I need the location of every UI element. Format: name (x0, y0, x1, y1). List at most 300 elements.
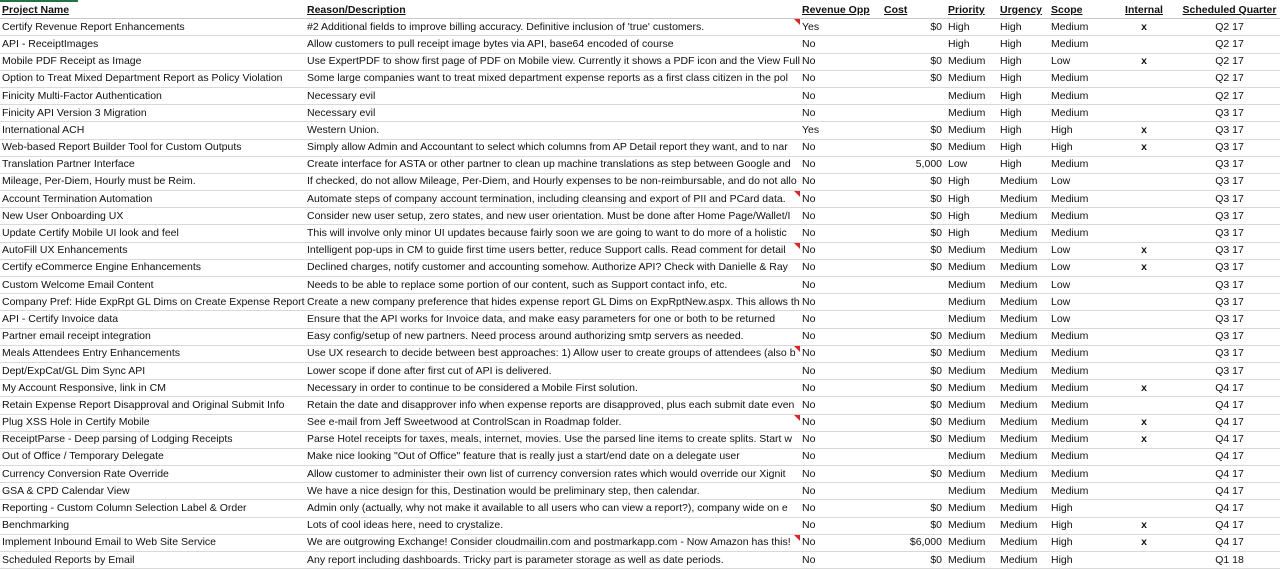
cell-scope[interactable]: Medium (1049, 328, 1109, 345)
header-priority[interactable]: Priority (946, 2, 998, 19)
cell-scheduled-quarter[interactable]: Q3 17 (1179, 156, 1280, 173)
cell-scope[interactable]: Medium (1049, 397, 1109, 414)
cell-priority[interactable]: Medium (946, 483, 998, 500)
cell-revenue-opp[interactable]: No (800, 173, 882, 190)
cell-revenue-opp[interactable]: No (800, 277, 882, 294)
cell-scope[interactable]: High (1049, 122, 1109, 139)
cell-project-name[interactable]: Web-based Report Builder Tool for Custom Outputs (0, 139, 305, 156)
cell-revenue-opp[interactable]: No (800, 36, 882, 53)
cell-scope[interactable]: Medium (1049, 105, 1109, 122)
cell-priority[interactable]: Medium (946, 139, 998, 156)
cell-reason[interactable]: Create a new company preference that hides expense report GL Dims on ExpRptNew.aspx. This allows th (305, 294, 800, 311)
cell-project-name[interactable]: API - Certify Invoice data (0, 311, 305, 328)
cell-revenue-opp[interactable]: No (800, 380, 882, 397)
cell-urgency[interactable]: Medium (998, 448, 1049, 465)
cell-urgency[interactable]: High (998, 53, 1049, 70)
cell-urgency[interactable]: Medium (998, 345, 1049, 362)
cell-reason[interactable]: Necessary in order to continue to be considered a Mobile First solution. (305, 380, 800, 397)
cell-scheduled-quarter[interactable]: Q3 17 (1179, 105, 1280, 122)
cell-cost[interactable] (882, 105, 946, 122)
cell-cost[interactable]: $0 (882, 19, 946, 36)
cell-project-name[interactable]: Account Termination Automation (0, 191, 305, 208)
cell-internal[interactable] (1109, 362, 1179, 379)
cell-scheduled-quarter[interactable]: Q3 17 (1179, 328, 1280, 345)
cell-revenue-opp[interactable]: No (800, 208, 882, 225)
cell-internal[interactable] (1109, 173, 1179, 190)
cell-scope[interactable]: Low (1049, 311, 1109, 328)
table-row (0, 156, 1280, 173)
cell-priority[interactable]: Medium (946, 311, 998, 328)
cell-scope[interactable]: Medium (1049, 19, 1109, 36)
cell-revenue-opp[interactable]: No (800, 552, 882, 569)
cell-reason[interactable]: We are outgrowing Exchange! Consider cloudmailin.com and postmarkapp.com - Now Amazon has this! (305, 534, 800, 551)
cell-priority[interactable]: Medium (946, 362, 998, 379)
cell-revenue-opp[interactable]: No (800, 517, 882, 534)
cell-scope[interactable]: Medium (1049, 431, 1109, 448)
cell-reason[interactable]: Easy config/setup of new partners. Need process around authorizing smtp servers as needed. (305, 328, 800, 345)
cell-internal[interactable] (1109, 105, 1179, 122)
cell-priority[interactable]: Medium (946, 105, 998, 122)
cell-project-name[interactable]: Benchmarking (0, 517, 305, 534)
cell-revenue-opp[interactable]: No (800, 87, 882, 104)
cell-cost[interactable] (882, 448, 946, 465)
cell-reason[interactable]: Needs to be able to replace some portion of our content, such as Support contact info, etc. (305, 277, 800, 294)
cell-revenue-opp[interactable]: No (800, 466, 882, 483)
cell-internal[interactable] (1109, 36, 1179, 53)
cell-scheduled-quarter[interactable]: Q4 17 (1179, 380, 1280, 397)
cell-scope[interactable]: Medium (1049, 36, 1109, 53)
cell-revenue-opp[interactable]: No (800, 191, 882, 208)
cell-internal[interactable] (1109, 225, 1179, 242)
cell-reason[interactable]: Declined charges, notify customer and accounting somehow. Authorize API? Check with Danielle & Ray (305, 259, 800, 276)
cell-internal[interactable] (1109, 191, 1179, 208)
cell-scope[interactable]: High (1049, 534, 1109, 551)
cell-urgency[interactable]: Medium (998, 380, 1049, 397)
cell-scheduled-quarter[interactable]: Q4 17 (1179, 466, 1280, 483)
cell-reason[interactable]: Allow customer to administer their own list of currency conversion rates which would override our Xignit (305, 466, 800, 483)
cell-project-name[interactable]: Update Certify Mobile UI look and feel (0, 225, 305, 242)
cell-priority[interactable]: Medium (946, 53, 998, 70)
cell-scheduled-quarter[interactable]: Q3 17 (1179, 173, 1280, 190)
cell-urgency[interactable]: Medium (998, 466, 1049, 483)
cell-priority[interactable]: Medium (946, 277, 998, 294)
cell-project-name[interactable]: Out of Office / Temporary Delegate (0, 448, 305, 465)
cell-scope[interactable]: High (1049, 517, 1109, 534)
cell-cost[interactable]: $0 (882, 242, 946, 259)
cell-project-name[interactable]: Finicity API Version 3 Migration (0, 105, 305, 122)
cell-reason[interactable]: Necessary evil (305, 87, 800, 104)
cell-internal[interactable] (1109, 397, 1179, 414)
cell-cost[interactable] (882, 277, 946, 294)
cell-internal[interactable] (1109, 345, 1179, 362)
cell-scope[interactable]: Medium (1049, 87, 1109, 104)
cell-internal[interactable] (1109, 483, 1179, 500)
cell-urgency[interactable]: Medium (998, 414, 1049, 431)
cell-revenue-opp[interactable]: No (800, 483, 882, 500)
cell-scheduled-quarter[interactable]: Q4 17 (1179, 500, 1280, 517)
cell-project-name[interactable]: AutoFill UX Enhancements (0, 242, 305, 259)
cell-project-name[interactable]: International ACH (0, 122, 305, 139)
cell-project-name[interactable]: Company Pref: Hide ExpRpt GL Dims on Create Expense Report (0, 294, 305, 311)
cell-revenue-opp[interactable]: No (800, 362, 882, 379)
cell-scheduled-quarter[interactable]: Q4 17 (1179, 397, 1280, 414)
cell-cost[interactable]: $0 (882, 466, 946, 483)
cell-cost[interactable] (882, 36, 946, 53)
cell-scheduled-quarter[interactable]: Q3 17 (1179, 122, 1280, 139)
cell-revenue-opp[interactable]: Yes (800, 122, 882, 139)
cell-priority[interactable]: High (946, 208, 998, 225)
cell-internal[interactable]: x (1109, 414, 1179, 431)
cell-project-name[interactable]: My Account Responsive, link in CM (0, 380, 305, 397)
cell-project-name[interactable]: Mileage, Per-Diem, Hourly must be Reim. (0, 173, 305, 190)
cell-urgency[interactable]: Medium (998, 500, 1049, 517)
cell-cost[interactable]: $6,000 (882, 534, 946, 551)
cell-priority[interactable]: Medium (946, 87, 998, 104)
cell-urgency[interactable]: Medium (998, 397, 1049, 414)
cell-scope[interactable]: Low (1049, 294, 1109, 311)
cell-scheduled-quarter[interactable]: Q2 17 (1179, 70, 1280, 87)
cell-project-name[interactable]: New User Onboarding UX (0, 208, 305, 225)
cell-cost[interactable] (882, 87, 946, 104)
cell-revenue-opp[interactable]: Yes (800, 19, 882, 36)
cell-scope[interactable]: Medium (1049, 208, 1109, 225)
cell-urgency[interactable]: High (998, 36, 1049, 53)
cell-reason[interactable]: Allow customers to pull receipt image bytes via API, base64 encoded of course (305, 36, 800, 53)
cell-scope[interactable]: Medium (1049, 225, 1109, 242)
cell-cost[interactable]: $0 (882, 414, 946, 431)
cell-reason[interactable]: Lots of cool ideas here, need to crystalize. (305, 517, 800, 534)
cell-urgency[interactable]: High (998, 156, 1049, 173)
cell-revenue-opp[interactable]: No (800, 500, 882, 517)
cell-scheduled-quarter[interactable]: Q4 17 (1179, 431, 1280, 448)
cell-urgency[interactable]: Medium (998, 431, 1049, 448)
cell-cost[interactable]: 5,000 (882, 156, 946, 173)
cell-urgency[interactable]: Medium (998, 552, 1049, 569)
cell-urgency[interactable]: Medium (998, 517, 1049, 534)
cell-internal[interactable]: x (1109, 53, 1179, 70)
cell-priority[interactable]: Medium (946, 500, 998, 517)
cell-priority[interactable]: Medium (946, 328, 998, 345)
cell-scheduled-quarter[interactable]: Q3 17 (1179, 259, 1280, 276)
cell-scope[interactable]: Medium (1049, 380, 1109, 397)
cell-internal[interactable] (1109, 466, 1179, 483)
cell-priority[interactable]: Medium (946, 259, 998, 276)
cell-revenue-opp[interactable]: No (800, 105, 882, 122)
cell-internal[interactable] (1109, 87, 1179, 104)
cell-reason[interactable]: Parse Hotel receipts for taxes, meals, internet, movies. Use the parsed line items to create splits. Start w (305, 431, 800, 448)
cell-project-name[interactable]: Custom Welcome Email Content (0, 277, 305, 294)
cell-urgency[interactable]: Medium (998, 362, 1049, 379)
cell-scheduled-quarter[interactable]: Q3 17 (1179, 294, 1280, 311)
cell-cost[interactable]: $0 (882, 53, 946, 70)
cell-reason[interactable]: See e-mail from Jeff Sweetwood at ControlScan in Roadmap folder. (305, 414, 800, 431)
cell-scope[interactable]: Low (1049, 53, 1109, 70)
cell-reason[interactable]: Ensure that the API works for Invoice data, and make easy parameters for one or both to be returned (305, 311, 800, 328)
cell-internal[interactable]: x (1109, 380, 1179, 397)
cell-priority[interactable]: Medium (946, 345, 998, 362)
cell-reason[interactable]: Necessary evil (305, 105, 800, 122)
cell-cost[interactable]: $0 (882, 431, 946, 448)
cell-scheduled-quarter[interactable]: Q3 17 (1179, 362, 1280, 379)
cell-priority[interactable]: Medium (946, 552, 998, 569)
cell-reason[interactable]: Make nice looking "Out of Office" feature that is really just a start/end date on a delegate user (305, 448, 800, 465)
cell-project-name[interactable]: Translation Partner Interface (0, 156, 305, 173)
cell-scope[interactable]: Low (1049, 242, 1109, 259)
cell-revenue-opp[interactable]: No (800, 139, 882, 156)
cell-priority[interactable]: Medium (946, 517, 998, 534)
header-internal[interactable]: Internal (1109, 2, 1179, 19)
cell-urgency[interactable]: Medium (998, 277, 1049, 294)
cell-reason[interactable]: Admin only (actually, why not make it available to all users who can view a report?), company wide on e (305, 500, 800, 517)
cell-urgency[interactable]: Medium (998, 191, 1049, 208)
cell-scheduled-quarter[interactable]: Q3 17 (1179, 208, 1280, 225)
cell-scheduled-quarter[interactable]: Q4 17 (1179, 448, 1280, 465)
table-row (0, 431, 1280, 448)
cell-cost[interactable]: $0 (882, 225, 946, 242)
cell-reason[interactable]: Use ExpertPDF to show first page of PDF on Mobile view. Currently it shows a PDF icon and the View Full (305, 53, 800, 70)
cell-cost[interactable] (882, 311, 946, 328)
cell-scope[interactable]: Medium (1049, 414, 1109, 431)
cell-cost[interactable]: $0 (882, 191, 946, 208)
cell-reason[interactable]: Automate steps of company account termination, including cleansing and export of PII and PCard data. (305, 191, 800, 208)
cell-scope[interactable]: Medium (1049, 362, 1109, 379)
cell-reason[interactable]: Use UX research to decide between best approaches: 1) Allow user to create groups of attendees (also b (305, 345, 800, 362)
cell-urgency[interactable]: Medium (998, 225, 1049, 242)
cell-scheduled-quarter[interactable]: Q2 17 (1179, 36, 1280, 53)
cell-scheduled-quarter[interactable]: Q2 17 (1179, 53, 1280, 70)
cell-priority[interactable]: High (946, 191, 998, 208)
cell-scope[interactable]: Medium (1049, 483, 1109, 500)
cell-reason[interactable]: Western Union. (305, 122, 800, 139)
cell-internal[interactable] (1109, 208, 1179, 225)
cell-revenue-opp[interactable]: No (800, 534, 882, 551)
cell-reason[interactable]: Intelligent pop-ups in CM to guide first time users better, reduce Support calls. Read comment for detail (305, 242, 800, 259)
cell-internal[interactable] (1109, 311, 1179, 328)
cell-internal[interactable]: x (1109, 534, 1179, 551)
cell-priority[interactable]: Medium (946, 242, 998, 259)
cell-internal[interactable] (1109, 70, 1179, 87)
cell-scope[interactable]: Medium (1049, 70, 1109, 87)
cell-scope[interactable]: Medium (1049, 345, 1109, 362)
cell-project-name[interactable]: ReceiptParse - Deep parsing of Lodging Receipts (0, 431, 305, 448)
cell-urgency[interactable]: High (998, 105, 1049, 122)
cell-priority[interactable]: Medium (946, 380, 998, 397)
cell-internal[interactable]: x (1109, 259, 1179, 276)
cell-scope[interactable]: Low (1049, 259, 1109, 276)
cell-internal[interactable]: x (1109, 139, 1179, 156)
cell-internal[interactable] (1109, 500, 1179, 517)
cell-scheduled-quarter[interactable]: Q4 17 (1179, 534, 1280, 551)
cell-revenue-opp[interactable]: No (800, 311, 882, 328)
cell-scope[interactable]: Medium (1049, 466, 1109, 483)
cell-project-name[interactable]: GSA & CPD Calendar View (0, 483, 305, 500)
cell-cost[interactable]: $0 (882, 208, 946, 225)
cell-internal[interactable]: x (1109, 517, 1179, 534)
cell-scheduled-quarter[interactable]: Q3 17 (1179, 277, 1280, 294)
cell-scope[interactable]: Medium (1049, 191, 1109, 208)
cell-priority[interactable]: Medium (946, 397, 998, 414)
cell-project-name[interactable]: Certify Revenue Report Enhancements (0, 19, 305, 36)
cell-project-name[interactable]: Partner email receipt integration (0, 328, 305, 345)
cell-revenue-opp[interactable]: No (800, 294, 882, 311)
cell-scheduled-quarter[interactable]: Q4 17 (1179, 483, 1280, 500)
cell-cost[interactable]: $0 (882, 173, 946, 190)
cell-internal[interactable] (1109, 328, 1179, 345)
cell-scope[interactable]: Low (1049, 277, 1109, 294)
cell-revenue-opp[interactable]: No (800, 431, 882, 448)
cell-urgency[interactable]: Medium (998, 483, 1049, 500)
cell-priority[interactable]: Medium (946, 414, 998, 431)
cell-urgency[interactable]: Medium (998, 259, 1049, 276)
cell-project-name[interactable]: Scheduled Reports by Email (0, 552, 305, 569)
cell-project-name[interactable]: Currency Conversion Rate Override (0, 466, 305, 483)
cell-scheduled-quarter[interactable]: Q3 17 (1179, 191, 1280, 208)
header-cost[interactable]: Cost (882, 2, 946, 19)
header-reason[interactable]: Reason/Description (305, 2, 800, 19)
cell-scope[interactable]: High (1049, 552, 1109, 569)
cell-scope[interactable]: Low (1049, 173, 1109, 190)
cell-scheduled-quarter[interactable]: Q3 17 (1179, 311, 1280, 328)
cell-internal[interactable] (1109, 294, 1179, 311)
cell-project-name[interactable]: Plug XSS Hole in Certify Mobile (0, 414, 305, 431)
spreadsheet-grid[interactable] (0, 2, 1280, 569)
cell-project-name[interactable]: Meals Attendees Entry Enhancements (0, 345, 305, 362)
cell-priority[interactable]: Medium (946, 70, 998, 87)
cell-priority[interactable]: Medium (946, 294, 998, 311)
cell-project-name[interactable]: API - ReceiptImages (0, 36, 305, 53)
cell-scheduled-quarter[interactable]: Q3 17 (1179, 225, 1280, 242)
cell-priority[interactable]: Low (946, 156, 998, 173)
cell-cost[interactable]: $0 (882, 397, 946, 414)
cell-project-name[interactable]: Mobile PDF Receipt as Image (0, 53, 305, 70)
cell-revenue-opp[interactable]: No (800, 225, 882, 242)
cell-project-name[interactable]: Certify eCommerce Engine Enhancements (0, 259, 305, 276)
cell-project-name[interactable]: Reporting - Custom Column Selection Label & Order (0, 500, 305, 517)
cell-urgency[interactable]: High (998, 70, 1049, 87)
cell-urgency[interactable]: High (998, 87, 1049, 104)
cell-reason[interactable]: Simply allow Admin and Accountant to select which columns from AP Detail report they want, and to nar (305, 139, 800, 156)
header-revenue-opp[interactable]: Revenue Opp (800, 2, 882, 19)
cell-scope[interactable]: High (1049, 139, 1109, 156)
cell-scope[interactable]: High (1049, 500, 1109, 517)
cell-reason[interactable]: Any report including dashboards. Tricky part is parameter storage as well as date periods. (305, 552, 800, 569)
cell-priority[interactable]: High (946, 19, 998, 36)
cell-internal[interactable] (1109, 277, 1179, 294)
cell-reason[interactable]: Consider new user setup, zero states, and new user orientation. Must be done after Home Page/Wallet/I (305, 208, 800, 225)
cell-reason[interactable]: Some large companies want to treat mixed department expense reports as a first class citizen in the pol (305, 70, 800, 87)
cell-cost[interactable]: $0 (882, 362, 946, 379)
cell-cost[interactable]: $0 (882, 70, 946, 87)
header-scope[interactable]: Scope (1049, 2, 1109, 19)
cell-cost[interactable]: $0 (882, 345, 946, 362)
cell-internal[interactable] (1109, 448, 1179, 465)
cell-internal[interactable]: x (1109, 122, 1179, 139)
header-urgency[interactable]: Urgency (998, 2, 1049, 19)
cell-reason[interactable]: We have a nice design for this, Destination would be preliminary step, then calendar. (305, 483, 800, 500)
cell-internal[interactable]: x (1109, 431, 1179, 448)
cell-reason[interactable]: If checked, do not allow Mileage, Per-Diem, and Hourly expenses to be non-reimbursable, and do not allo (305, 173, 800, 190)
cell-priority[interactable]: High (946, 173, 998, 190)
cell-cost[interactable]: $0 (882, 259, 946, 276)
cell-cost[interactable]: $0 (882, 139, 946, 156)
cell-project-name[interactable]: Retain Expense Report Disapproval and Original Submit Info (0, 397, 305, 414)
cell-urgency[interactable]: High (998, 139, 1049, 156)
cell-priority[interactable]: High (946, 36, 998, 53)
cell-revenue-opp[interactable]: No (800, 328, 882, 345)
cell-urgency[interactable]: High (998, 19, 1049, 36)
cell-urgency[interactable]: Medium (998, 311, 1049, 328)
cell-scheduled-quarter[interactable]: Q3 17 (1179, 139, 1280, 156)
cell-revenue-opp[interactable]: No (800, 448, 882, 465)
cell-priority[interactable]: Medium (946, 534, 998, 551)
cell-revenue-opp[interactable]: No (800, 53, 882, 70)
cell-internal[interactable]: x (1109, 242, 1179, 259)
header-scheduled-quarter[interactable]: Scheduled Quarter (1179, 2, 1280, 19)
cell-internal[interactable] (1109, 552, 1179, 569)
cell-revenue-opp[interactable]: No (800, 345, 882, 362)
cell-urgency[interactable]: Medium (998, 173, 1049, 190)
cell-cost[interactable]: $0 (882, 380, 946, 397)
cell-reason[interactable]: Lower scope if done after first cut of API is delivered. (305, 362, 800, 379)
cell-reason[interactable]: This will involve only minor UI updates because fairly soon we are going to want to do more of a holistic (305, 225, 800, 242)
cell-cost[interactable] (882, 294, 946, 311)
cell-scheduled-quarter[interactable]: Q2 17 (1179, 87, 1280, 104)
cell-scheduled-quarter[interactable]: Q4 17 (1179, 517, 1280, 534)
cell-project-name[interactable]: Option to Treat Mixed Department Report as Policy Violation (0, 70, 305, 87)
cell-reason[interactable]: #2 Additional fields to improve billing accuracy. Definitive inclusion of 'true' customers. (305, 19, 800, 36)
cell-scheduled-quarter[interactable]: Q1 18 (1179, 552, 1280, 569)
cell-cost[interactable]: $0 (882, 517, 946, 534)
cell-revenue-opp[interactable]: No (800, 397, 882, 414)
cell-cost[interactable]: $0 (882, 552, 946, 569)
cell-priority[interactable]: Medium (946, 466, 998, 483)
cell-project-name[interactable]: Dept/ExpCat/GL Dim Sync API (0, 362, 305, 379)
cell-revenue-opp[interactable]: No (800, 242, 882, 259)
header-project-name[interactable]: Project Name (0, 2, 305, 19)
cell-scheduled-quarter[interactable]: Q3 17 (1179, 242, 1280, 259)
cell-urgency[interactable]: Medium (998, 208, 1049, 225)
cell-scheduled-quarter[interactable]: Q4 17 (1179, 414, 1280, 431)
cell-reason[interactable]: Retain the date and disapprover info when expense reports are disapproved, plus each submit date even (305, 397, 800, 414)
cell-cost[interactable]: $0 (882, 500, 946, 517)
cell-internal[interactable]: x (1109, 19, 1179, 36)
cell-urgency[interactable]: Medium (998, 242, 1049, 259)
cell-urgency[interactable]: Medium (998, 328, 1049, 345)
cell-urgency[interactable]: Medium (998, 534, 1049, 551)
cell-scheduled-quarter[interactable]: Q3 17 (1179, 345, 1280, 362)
cell-priority[interactable]: Medium (946, 431, 998, 448)
cell-cost[interactable]: $0 (882, 122, 946, 139)
cell-reason[interactable]: Create interface for ASTA or other partner to clean up machine translations as step between Google and (305, 156, 800, 173)
cell-scheduled-quarter[interactable]: Q2 17 (1179, 19, 1280, 36)
cell-revenue-opp[interactable]: No (800, 70, 882, 87)
cell-revenue-opp[interactable]: No (800, 414, 882, 431)
cell-priority[interactable]: High (946, 225, 998, 242)
cell-scope[interactable]: Medium (1049, 448, 1109, 465)
cell-urgency[interactable]: Medium (998, 294, 1049, 311)
cell-cost[interactable] (882, 483, 946, 500)
cell-revenue-opp[interactable]: No (800, 259, 882, 276)
cell-urgency[interactable]: High (998, 122, 1049, 139)
cell-cost[interactable]: $0 (882, 328, 946, 345)
cell-internal[interactable] (1109, 156, 1179, 173)
cell-project-name[interactable]: Implement Inbound Email to Web Site Service (0, 534, 305, 551)
cell-revenue-opp[interactable]: No (800, 156, 882, 173)
cell-scope[interactable]: Medium (1049, 156, 1109, 173)
cell-project-name[interactable]: Finicity Multi-Factor Authentication (0, 87, 305, 104)
cell-priority[interactable]: Medium (946, 122, 998, 139)
cell-priority[interactable]: Medium (946, 448, 998, 465)
